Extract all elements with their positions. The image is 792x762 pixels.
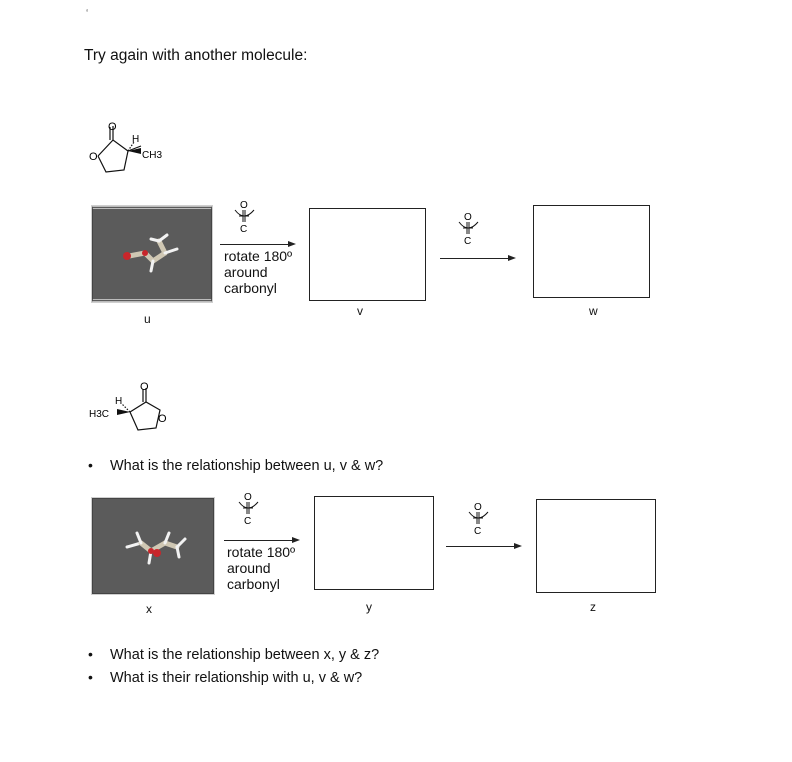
intro-text: Try again with another molecule: xyxy=(84,47,308,64)
answer-box-y[interactable] xyxy=(314,496,434,590)
rotate-caption: rotate 180º around carbonyl xyxy=(227,544,296,592)
ring-oxygen-label: O xyxy=(89,151,98,163)
hydrogen-label: H xyxy=(132,134,140,145)
rotate-arrow-line xyxy=(220,244,288,245)
svg-text:O: O xyxy=(244,492,252,503)
svg-text:C: C xyxy=(474,526,482,537)
molecule-model-u xyxy=(92,206,212,302)
svg-text:C: C xyxy=(240,224,248,235)
answer-box-v[interactable] xyxy=(309,208,426,301)
svg-text:O: O xyxy=(240,200,248,211)
header-mark: ‘ xyxy=(86,8,89,19)
question-item: • What is the relationship between u, v & w? xyxy=(88,457,384,474)
label-v: v xyxy=(357,304,363,318)
lactone-structure-1 xyxy=(86,118,186,182)
question-item: • What is the relationship between x, y & z? xyxy=(88,646,380,663)
carbonyl-rotation-icon xyxy=(232,488,268,528)
arrow-head xyxy=(288,241,296,247)
label-z: z xyxy=(590,600,596,614)
lactone-structure-2 xyxy=(84,378,184,438)
methyl-label: H3C xyxy=(89,409,110,420)
label-u: u xyxy=(144,312,151,326)
question-list-2 xyxy=(88,643,379,689)
carbonyl-rotation-icon xyxy=(462,498,498,538)
arrow-head xyxy=(292,537,300,543)
ring-oxygen-label: O xyxy=(158,413,167,425)
methyl-label: CH3 xyxy=(142,150,163,161)
label-w: w xyxy=(589,304,598,318)
carbonyl-rotation-icon xyxy=(228,196,264,236)
carbonyl-rotation-icon xyxy=(452,208,488,248)
arrow-head xyxy=(514,543,522,549)
svg-text:O: O xyxy=(464,212,472,223)
answer-box-z[interactable] xyxy=(536,499,656,593)
question-item: • What is their relationship with u, v & w? xyxy=(88,669,363,686)
hydrogen-label: H xyxy=(115,396,123,407)
svg-text:C: C xyxy=(464,236,472,247)
rotate-arrow-line xyxy=(446,546,514,547)
carbonyl-oxygen-label: O xyxy=(140,381,149,393)
molecule-model-x xyxy=(92,498,214,594)
arrow-head xyxy=(508,255,516,261)
rotate-arrow-line xyxy=(440,258,508,259)
question-list-1 xyxy=(88,457,383,474)
carbonyl-oxygen-label: O xyxy=(108,121,117,133)
svg-text:O: O xyxy=(474,502,482,513)
rotate-caption: rotate 180º around carbonyl xyxy=(224,248,293,296)
label-y: y xyxy=(366,600,372,614)
label-x: x xyxy=(146,602,152,616)
svg-text:C: C xyxy=(244,516,252,527)
rotate-arrow-line xyxy=(224,540,292,541)
answer-box-w[interactable] xyxy=(533,205,650,298)
